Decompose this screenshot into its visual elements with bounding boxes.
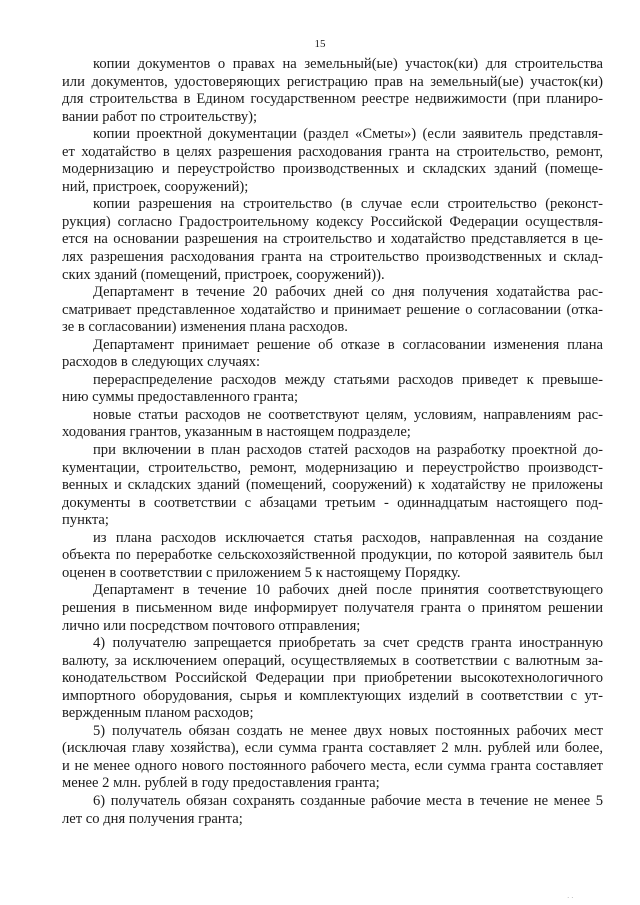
text-line: лично или посредством почтового отправления; [62,617,361,634]
text-line: вержденным планом расходов; [62,705,254,722]
text-line: вании работ по строительству); [62,108,258,125]
page-number: 15 [314,38,326,50]
text-line: новые статьи расходов не соответствуют целям, условиям, направлениям рас- [93,406,603,423]
text-line: зе в согласовании) изменения плана расходов. [62,319,348,336]
text-line: Департамент принимает решение об отказе в согласовании изменения плана [93,336,603,353]
text-line: ний, пристроек, сооружений); [62,178,249,195]
text-line: 6) получатель обязан сохранять созданные рабочие места в течение не менее 5 [93,792,603,809]
text-line: документы в соответствии с абзацами третьим - одиннадцатым настоящего под- [62,494,603,511]
text-line: Департамент в течение 10 рабочих дней после принятия соответствующего [93,582,603,599]
text-line: ется на основании разрешения на строительство и ходатайство представляется в це- [62,231,603,248]
text-line: 4) получателю запрещается приобретать за счет средств гранта иностранную [93,635,603,652]
text-line: менее 2 млн. рублей в году предоставления гранта; [62,775,380,792]
text-line: сматривает представленное ходатайство и принимает решение о согласовании (отка- [62,301,603,318]
text-line: нию суммы предоставленного гранта; [62,389,299,406]
text-line: Департамент в течение 20 рабочих дней со дня получения ходатайства рас- [93,284,603,301]
text-line: рукция) согласно Градостроительному кодексу Российской Федерации осуществля- [62,213,603,230]
text-line: модернизацию и переустройство производственных и складских зданий (помеще- [62,161,603,178]
text-line: оценен в соответствии с приложением 5 к настоящему Порядку. [62,564,461,581]
text-line: лях разрешения расходования гранта на строительство производственных и склад- [62,249,603,266]
text-line: копии документов о правах на земельный(ые) участок(ки) для строительства [93,56,603,72]
text-line: венных и складских зданий (помещений, сооружений) к ходатайству не приложены [62,477,603,494]
text-line: из плана расходов исключается статья расходов, направленная на создание [93,529,603,546]
body-text [62,56,603,828]
text-line: перераспределение расходов между статьями расходов приведет к превыше- [93,371,603,388]
scan-speck: · · [567,894,574,902]
text-line: конодательством Российской Федерации при приобретении высокотехнологичного [62,670,603,687]
text-line: пункта; [62,512,109,529]
text-line: кументации, строительство, ремонт, модернизацию и переустройство производст- [62,459,603,476]
text-line: лет со дня получения гранта; [62,810,243,827]
text-line: валюту, за исключением операций, осуществляемых в соответствии с валютным за- [62,652,603,669]
text-line: импортного оборудования, сырья и комплектующих изделий в соответствии с ут- [62,687,603,704]
text-line: или документов, удостоверяющих регистрацию прав на земельный(ые) участок(ки) [62,73,603,90]
text-line: расходов в следующих случаях: [62,354,261,371]
text-line: копии проектной документации (раздел «Сметы») (если заявитель представля- [93,126,603,143]
text-line: для строительства в Едином государственном реестре недвижимости (при планиро- [62,91,603,108]
text-line: и не менее одного нового постоянного рабочего места, если сумма гранта составляет [62,757,603,774]
text-line: 5) получатель обязан создать не менее двух новых постоянных рабочих мест [93,722,603,739]
text-line: объекта по переработке сельскохозяйственной продукции, по которой заявитель был [62,547,603,564]
text-line: ских зданий (помещений, пристроек, сооружений)). [62,266,385,283]
text-line: ходования грантов, указанным в настоящем подразделе; [62,424,411,441]
text-line: (исключая главу хозяйства), если сумма гранта составляет 2 млн. рублей или более, [62,740,603,757]
text-line: ет ходатайство в целях разрешения расходования гранта на строительство, ремонт, [62,143,603,160]
text-line: решения в письменном виде информирует получателя гранта о принятом решении [62,599,603,616]
text-line: копии разрешения на строительство (в случае если строительство (реконст- [93,196,603,213]
text-line: при включении в план расходов статей расходов на разработку проектной до- [93,442,603,459]
